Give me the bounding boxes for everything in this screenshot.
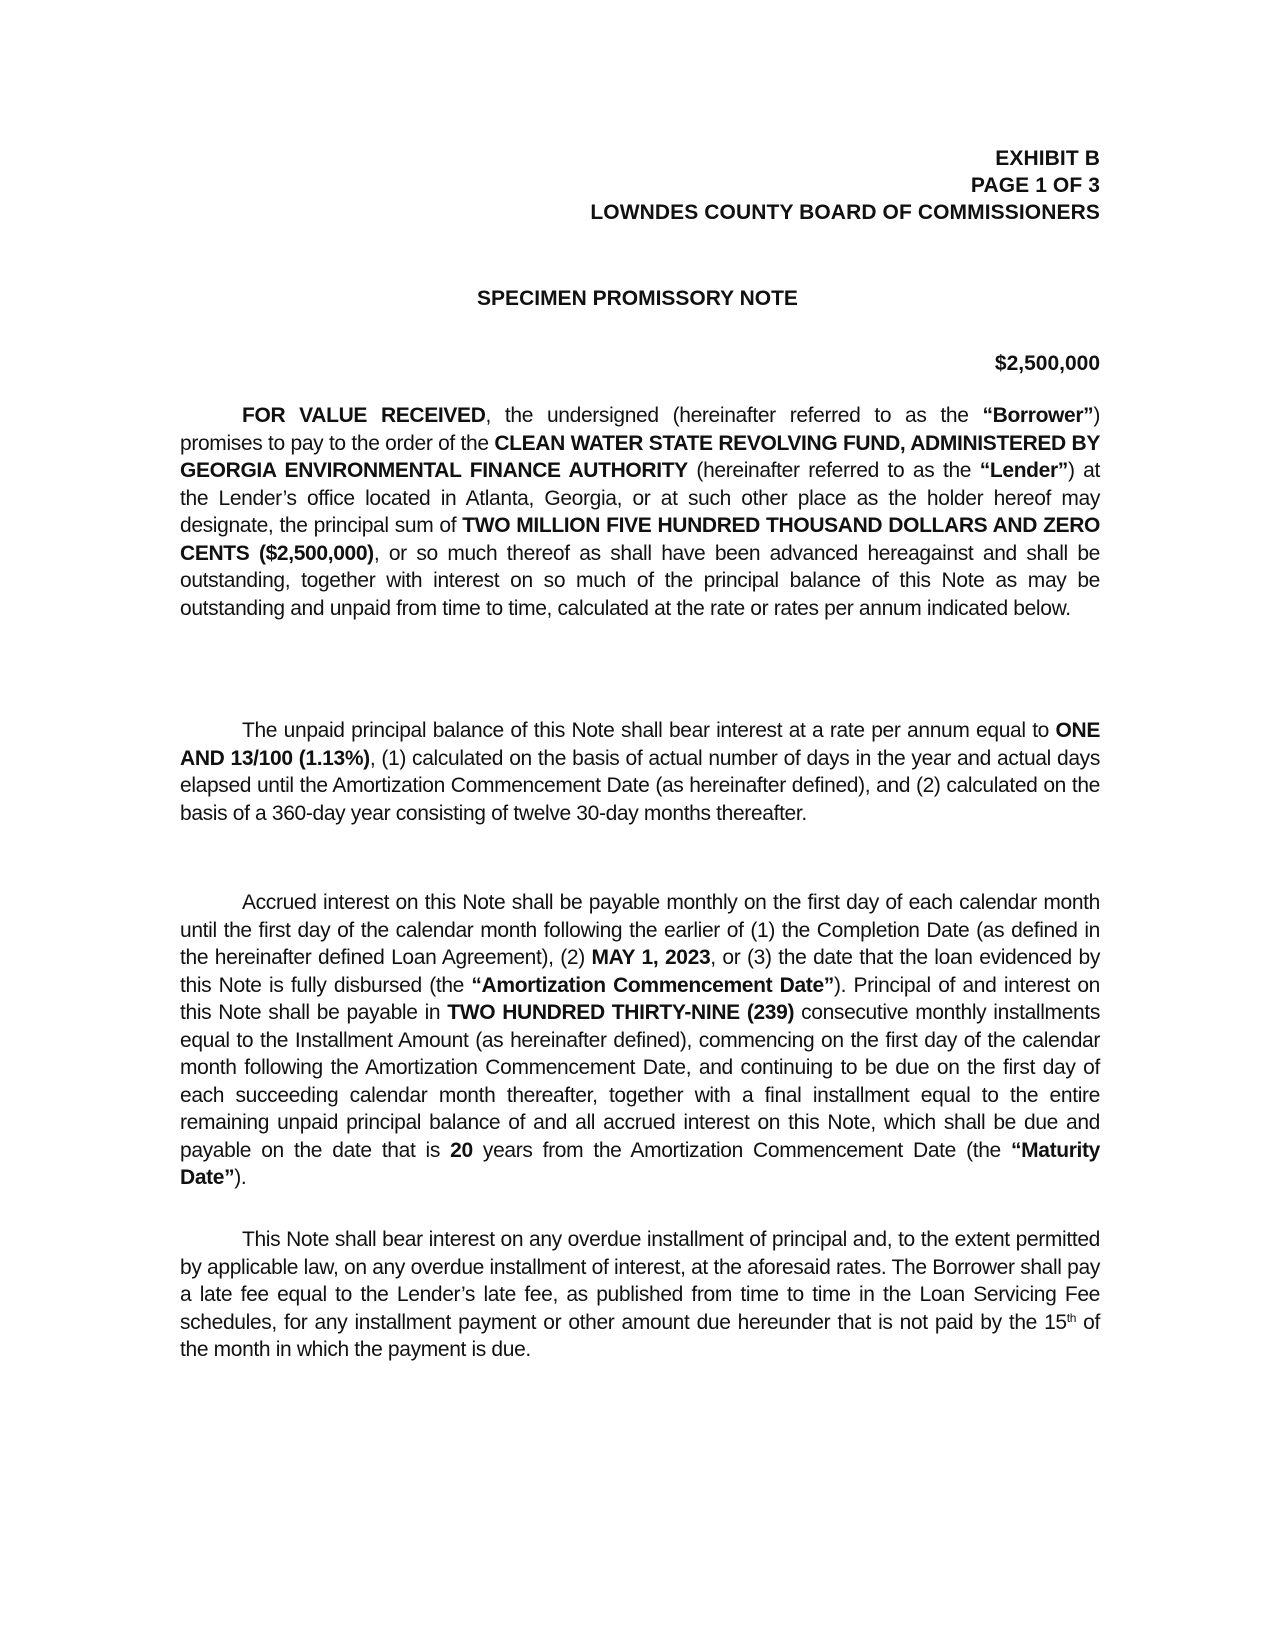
bold-term: TWO MILLION FIVE HUNDRED THOUSAND DOLLARS AND ZERO CENTS ($2,500,000) — [180, 514, 1101, 565]
bold-term: 20 — [450, 1138, 473, 1162]
text-run: This Note shall bear interest on any overdue installment of principal and, to the extent permitted by applicable law, on any overdue installment of interest, at the aforesaid rates. The Borrower shall pay a late fee equal to the Lender’s late fee, as published from time to time in the Loan Servicing Fee schedules, for any installment payment or other amount due hereunder that is not paid by the 15 — [180, 1228, 1100, 1334]
text-run: , (1) calculated on the basis of actual number of days in the year and actual days elapsed until the Amortization Commencement Date (as hereinafter defined), and (2) calculated on the basis of a 360-day year consisting of twelve 30-day months thereafter. — [180, 746, 1100, 825]
text-run: The unpaid principal balance of this Note shall bear interest at a rate per annum equal to — [242, 719, 1056, 742]
entity-name: LOWNDES COUNTY BOARD OF COMMISSIONERS — [590, 201, 1100, 224]
paragraph-accrued-interest — [180, 889, 1100, 1192]
text-run: (hereinafter referred to as the — [687, 459, 980, 482]
text-run: , or (3) the date that the loan evidenced by this Note is fully disbursed (the — [180, 946, 1100, 997]
text-run: , or so much thereof as shall have been advanced hereagainst and shall be outstanding, together with interest on so much of the principal balance of this Note as may be outstanding and unpaid from time to time, calculated at the rate or rates per annum indicated below. — [180, 541, 1101, 620]
text-run: Accrued interest on this Note shall be payable monthly on the first day of each calendar month until the first day of the calendar month following the earlier of (1) the Completion Date (as defined in the hereinafter defined Loan Agreement), (2) — [180, 891, 1100, 969]
bold-term: “Amortization Commencement Date” — [471, 973, 834, 997]
text-run: of the month in which the payment is due. — [180, 1310, 1100, 1361]
text-run: years from the Amortization Commencement Date (the — [472, 1138, 1011, 1162]
ordinal-suffix: th — [1066, 1310, 1077, 1325]
text-run: ). Principal of and interest on this Note shall be payable in — [180, 973, 1100, 1024]
paragraph-interest-rate — [180, 717, 1100, 827]
paragraph-text — [180, 889, 1100, 1192]
bold-term: MAY 1, 2023 — [591, 946, 711, 969]
bold-term: CLEAN WATER STATE REVOLVING FUND, ADMINISTERED BY GEORGIA ENVIRONMENTAL FINANCE AUTHORITY — [180, 431, 1100, 482]
paragraph-value-received — [180, 402, 1100, 622]
note-amount: $2,500,000 — [994, 352, 1100, 375]
text-run: consecutive monthly installments equal to the Installment Amount (as hereinafter defined), commencing on the first day of the calendar month following the Amortization Commencement Date, and continuing to be due on the first day of each succeeding calendar month thereafter, together with a final installment equal to the entire remaining unpaid principal balance of and all accrued interest on this Note, which shall be due and payable on the date that is — [180, 1001, 1100, 1162]
bold-term: TWO HUNDRED THIRTY-NINE (239) — [447, 1001, 795, 1024]
paragraph-text — [180, 402, 1100, 622]
text-run: , the undersigned (hereinafter referred to as the — [485, 404, 983, 427]
paragraph-overdue-interest — [180, 1226, 1100, 1364]
document-title: SPECIMEN PROMISSORY NOTE — [477, 287, 798, 310]
text-run: ) at the Lender’s office located in Atlanta, Georgia, or at such other place as the holder hereof may designate, the principal sum of — [180, 459, 1100, 537]
paragraph-text — [180, 1226, 1100, 1364]
bold-term: FOR VALUE RECEIVED — [242, 404, 486, 427]
paragraph-text — [180, 717, 1100, 827]
bold-term: “Maturity Date” — [180, 1138, 1101, 1189]
exhibit-header — [590, 145, 1100, 226]
page-indicator: PAGE 1 OF 3 — [970, 174, 1100, 197]
bold-term: “Borrower” — [982, 404, 1094, 427]
text-run: ) promises to pay to the order of the — [180, 404, 1100, 455]
bold-term: ONE AND 13/100 (1.13%) — [180, 719, 1100, 770]
bold-term: “Lender” — [979, 459, 1068, 482]
text-run: ). — [234, 1166, 247, 1189]
exhibit-label: EXHIBIT B — [995, 147, 1100, 170]
